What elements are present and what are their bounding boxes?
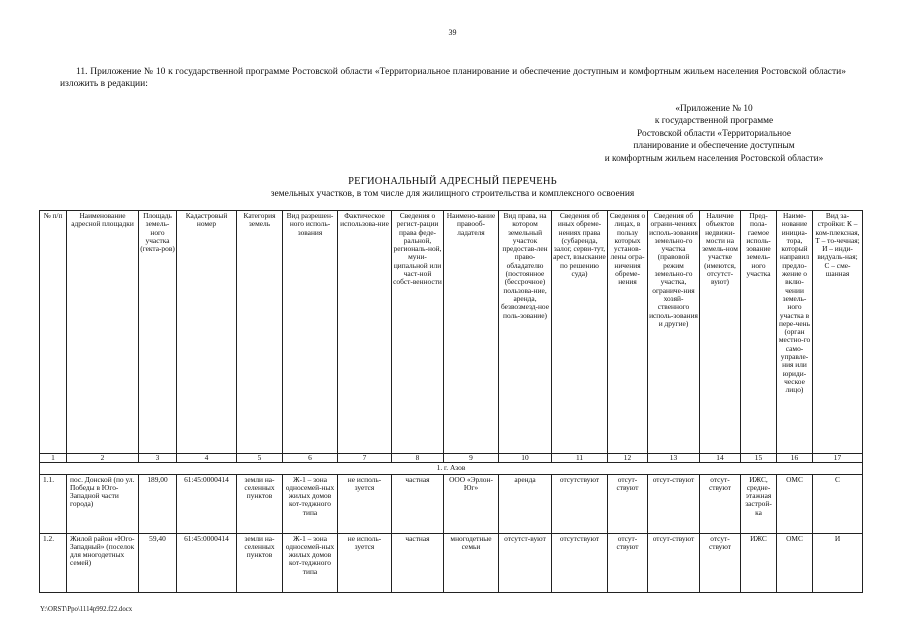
- table-cell: ИЖС: [741, 533, 777, 592]
- column-header: Вид права, на котором земельный участок предостав-лен право-обладателю (постоянное (бессрочное) пользова-ние, аренда, безвозмезд-ное поль-зование): [499, 211, 552, 454]
- table-cell: отсутствуют: [552, 474, 608, 533]
- column-number: 12: [608, 454, 648, 463]
- column-number: 8: [392, 454, 444, 463]
- table-cell: ОМС: [777, 533, 813, 592]
- registry-table: [39, 210, 863, 593]
- table-cell: 189,00: [139, 474, 177, 533]
- column-header: Пред-пола-гаемое исполь-зование земель-ного участка: [741, 211, 777, 454]
- page-number: 39: [448, 28, 457, 37]
- table-cell: частная: [392, 533, 444, 592]
- table-cell: И: [813, 533, 863, 592]
- column-number: 17: [813, 454, 863, 463]
- appendix-line: планирование и обеспечение доступным: [633, 141, 795, 152]
- group-row: [40, 463, 863, 474]
- table-cell: аренда: [499, 474, 552, 533]
- column-header: Наимено-вание правооб-ладателя: [444, 211, 499, 454]
- column-number: 9: [444, 454, 499, 463]
- table-cell: отсут-ствуют: [648, 533, 700, 592]
- column-header: Сведения о регист-рации права феде-ральной, региональ-ной, муни-ципальной или част-ной собст-венности: [392, 211, 444, 454]
- column-number: 3: [139, 454, 177, 463]
- table-cell: частная: [392, 474, 444, 533]
- column-header: Наиме-нование инициа-тора, который направил предло-жение о вклю-чении земель-ного участка в пере-чень (орган местно-го само-управле-ния или юриди-ческое лицо): [777, 211, 813, 454]
- column-header: Площадь земель-ного участка (гекта-ров): [139, 211, 177, 454]
- column-number: 4: [177, 454, 237, 463]
- table-cell: 1.1.: [40, 474, 67, 533]
- document-subtitle: земельных участков, в том числе для жилищного строительства и комплексного освоения: [270, 189, 635, 199]
- table-cell: земли на-селенных пунктов: [237, 474, 283, 533]
- group-label: 1. г. Азов: [40, 463, 863, 474]
- column-number: 10: [499, 454, 552, 463]
- table-cell: ОМС: [777, 474, 813, 533]
- table-cell: ООО «Эрлон-Юг»: [444, 474, 499, 533]
- table-cell: отсут-ствуют: [648, 474, 700, 533]
- column-number-row: [40, 454, 863, 463]
- column-number: 13: [648, 454, 700, 463]
- appendix-heading: [569, 103, 859, 165]
- table-cell: многодетные семьи: [444, 533, 499, 592]
- column-header: Вид за-стройки: К – ком-плексная, Т – то-чечная; И – инди-видуаль-ная; С – сме-шанная: [813, 211, 863, 454]
- table-cell: 61:45:0000414: [177, 474, 237, 533]
- column-header: Сведения об ограни-чениях исполь-зования земельно-го участка (правовой режим земельно-го участка, ограниче-ния хозяй-ственного исполь-зования и другие): [648, 211, 700, 454]
- table-cell: отсут-ствуют: [608, 474, 648, 533]
- column-header: Сведения о лицах, в пользу которых установ-лены огра-ничения обреме-нения: [608, 211, 648, 454]
- table-cell: не исполь-зуется: [338, 474, 392, 533]
- column-number: 11: [552, 454, 608, 463]
- column-header: Категория земель: [237, 211, 283, 454]
- table-cell: Ж-1 – зона одноcемей-ных жилых домов кот-теджного типа: [283, 474, 338, 533]
- document-title: РЕГИОНАЛЬНЫЙ АДРЕСНЫЙ ПЕРЕЧЕНЬ: [348, 176, 557, 187]
- header-row: [40, 211, 863, 454]
- column-number: 6: [283, 454, 338, 463]
- column-number: 1: [40, 454, 67, 463]
- column-header: Сведения об иных обреме-нениях права (субаренда, залог, серви-тут, арест, взыскание по решению суда): [552, 211, 608, 454]
- intro-paragraph: 11. Приложение № 10 к государственной программе Ростовской области «Территориальное планирование и обеспечение доступным и комфортным жильем населения Ростовской области» изложить в редакции:: [60, 67, 846, 89]
- table-cell: Жилой район «Юго-Западный» (поселок для многодетных семей): [67, 533, 139, 592]
- column-header: № п/п: [40, 211, 67, 454]
- column-number: 2: [67, 454, 139, 463]
- column-header: Фактическое использова-ние: [338, 211, 392, 454]
- appendix-line: «Приложение № 10: [675, 104, 753, 114]
- column-number: 7: [338, 454, 392, 463]
- table-cell: ИЖС, средне-этажная застрой-ка: [741, 474, 777, 533]
- table-row: [40, 474, 863, 533]
- table-cell: не исполь-зуется: [338, 533, 392, 592]
- table-cell: 1.2.: [40, 533, 67, 592]
- appendix-line: Ростовской области «Территориальное: [637, 128, 791, 139]
- appendix-line: и комфортным жильем населения Ростовской области»: [604, 153, 824, 164]
- column-number: 15: [741, 454, 777, 463]
- appendix-line: к государственной программе: [654, 116, 774, 127]
- table-cell: отсутствуют: [552, 533, 608, 592]
- table-cell: отсут-ствуют: [700, 533, 741, 592]
- column-header: Вид разрешен-ного исполь-зования: [283, 211, 338, 454]
- table-cell: отсутст-вуют: [499, 533, 552, 592]
- table-cell: Ж-1 – зона однoсемей-ных жилых домов кот-теджного типа: [283, 533, 338, 592]
- table-cell: земли на-селенных пунктов: [237, 533, 283, 592]
- table-cell: 59,40: [139, 533, 177, 592]
- file-path: Y:\ORST\Ppo\1114p992.f22.docx: [40, 606, 133, 613]
- column-number: 5: [237, 454, 283, 463]
- table-cell: отсут-ствуют: [608, 533, 648, 592]
- column-number: 14: [700, 454, 741, 463]
- column-header: Наличие объектов недвижи-мости на земель-ном участке (имеются, отсутст-вуют): [700, 211, 741, 454]
- table-cell: отсут-ствуют: [700, 474, 741, 533]
- table-row: [40, 533, 863, 592]
- table-cell: пос. Донской (по ул. Победы в Юго-Западной части города): [67, 474, 139, 533]
- column-number: 16: [777, 454, 813, 463]
- table-cell: С: [813, 474, 863, 533]
- table-cell: 61:45:0000414: [177, 533, 237, 592]
- column-header: Наименование адресной площадки: [67, 211, 139, 454]
- column-header: Кадастровый номер: [177, 211, 237, 454]
